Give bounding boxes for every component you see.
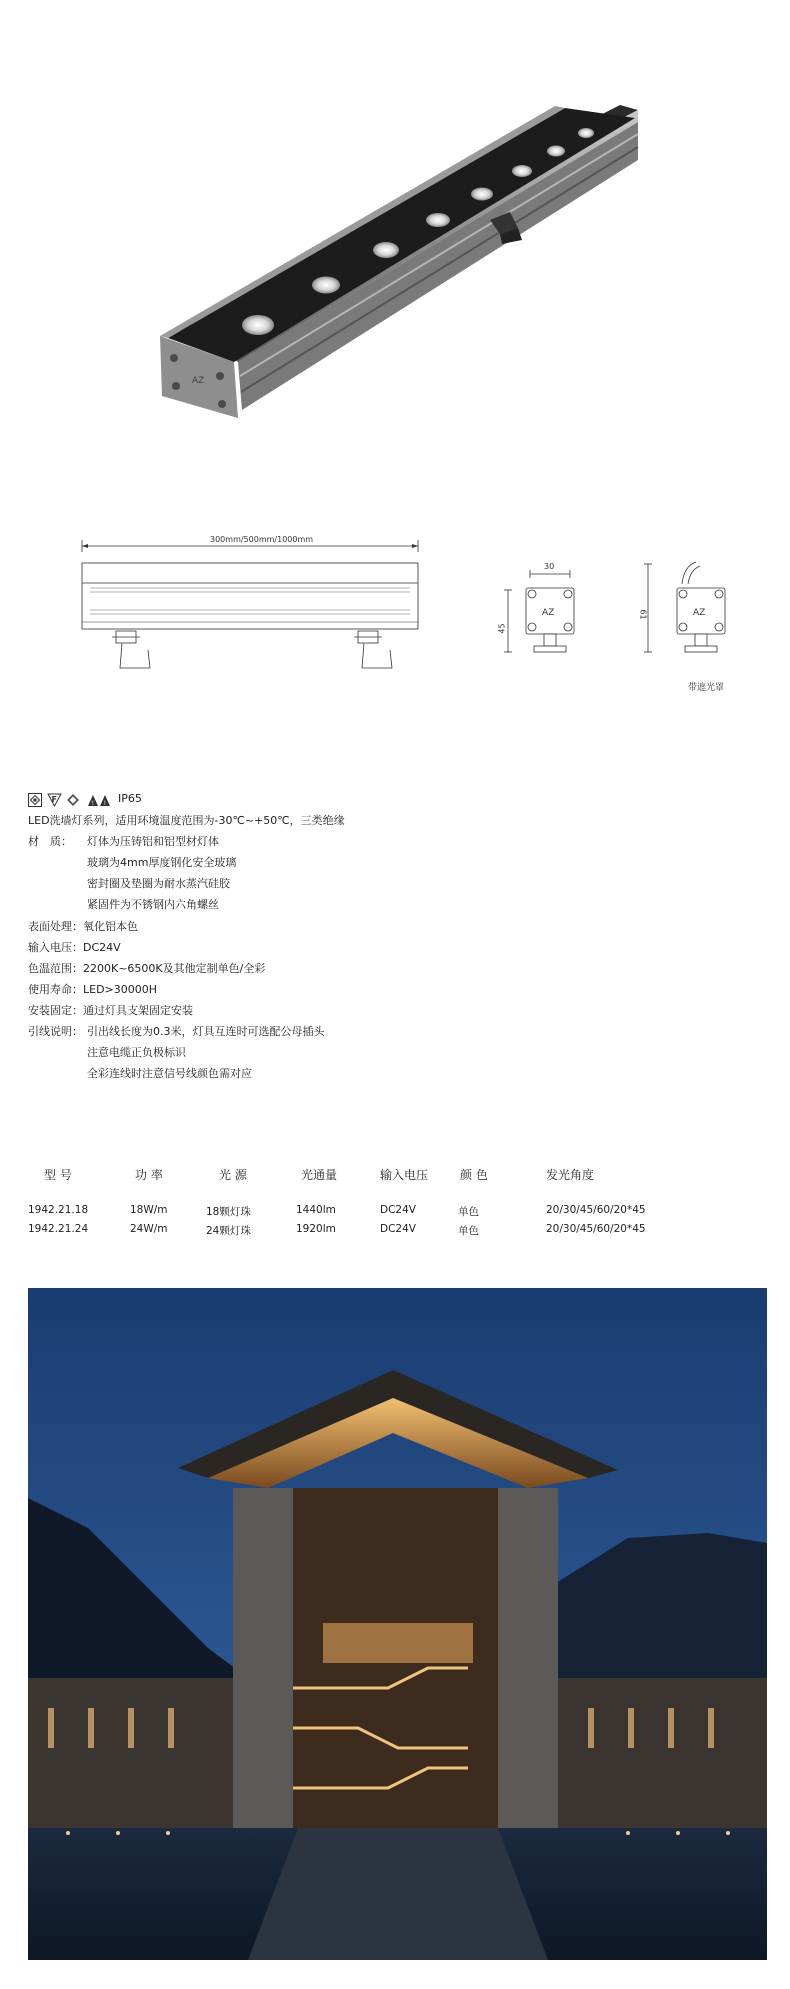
cert-icons	[28, 792, 124, 805]
table-cell: 1942.21.24	[28, 1223, 89, 1235]
table-header-model: 型 号	[44, 1168, 72, 1182]
ip-rating: IP65	[118, 792, 142, 805]
height-shield-dimension-label: 61	[638, 609, 648, 620]
height-dimension-label: 45	[497, 623, 507, 634]
spec-wiring-line: 全彩连线时注意信号线颜色需对应	[87, 1067, 252, 1080]
product-render	[150, 100, 650, 440]
length-dimension-label: 300mm/500mm/1000mm	[210, 535, 314, 544]
ccc-icon	[67, 794, 79, 806]
wall-washer-3d-image	[150, 100, 650, 440]
table-cell: 1920lm	[296, 1223, 336, 1235]
svg-text:!: !	[91, 800, 95, 807]
dimension-drawing	[60, 530, 760, 700]
table-cell: 1942.21.18	[28, 1204, 89, 1216]
application-photo	[28, 1288, 767, 1960]
table-header-source: 光 源	[219, 1168, 247, 1182]
table-header-color: 颜 色	[460, 1168, 488, 1182]
table-header-angle: 发光角度	[546, 1168, 595, 1182]
spec-material-line: 密封圈及垫圈为耐水蒸汽硅胶	[87, 877, 230, 890]
table-cell: 20/30/45/60/20*45	[546, 1204, 646, 1216]
table-cell: 24W/m	[130, 1223, 168, 1235]
table-header-power: 功 率	[135, 1168, 163, 1182]
lens-panel	[168, 108, 635, 362]
table-cell: DC24V	[380, 1223, 416, 1235]
spec-material-line: 灯体为压铸铝和铝型材灯体	[87, 835, 219, 848]
svg-text:AZ: AZ	[192, 376, 205, 386]
spec-wiring-line: 引出线长度为0.3米，灯具互连时可选配公母插头	[87, 1025, 325, 1038]
spec-wiring-line: 注意电缆正负极标识	[87, 1046, 186, 1059]
spec-material-line: 玻璃为4mm厚度钢化安全玻璃	[87, 856, 237, 869]
end-cap-logo-2: AZ	[693, 608, 706, 618]
table-cell: 20/30/45/60/20*45	[546, 1223, 646, 1235]
table-cell: 24颗灯珠	[206, 1225, 251, 1237]
table-header-flux: 光通量	[301, 1168, 338, 1182]
spec-wiring-label: 引线说明：	[28, 1025, 83, 1038]
shield-caption: 带遮光罩	[688, 683, 725, 693]
table-cell: 单色	[458, 1225, 479, 1237]
spec-intro: LED洗墙灯系列，适用环境温度范围为-30℃~+50℃，三类绝缘	[28, 814, 345, 827]
f-mark-icon	[48, 794, 61, 806]
table-cell: 18颗灯珠	[206, 1206, 251, 1218]
table-cell: 1440lm	[296, 1204, 336, 1216]
ce-diamond-icon	[29, 794, 42, 807]
table-cell: 单色	[458, 1206, 479, 1218]
warning-triangles-icon	[88, 795, 110, 807]
spec-surface: 表面处理：氧化铝本色	[28, 920, 138, 933]
spec-install: 安装固定：通过灯具支架固定安装	[28, 1004, 193, 1017]
technical-drawing	[60, 530, 760, 700]
width-dimension-label: 30	[544, 562, 555, 571]
svg-text:F: F	[51, 795, 57, 804]
spec-material-label: 材 质：	[28, 835, 72, 848]
table-cell: 18W/m	[130, 1204, 168, 1216]
spec-color-temp: 色温范围：2200K~6500K及其他定制单色/全彩	[28, 962, 266, 975]
spec-lifespan: 使用寿命：LED>30000H	[28, 983, 158, 996]
spec-voltage: 输入电压：DC24V	[28, 941, 121, 954]
table-header-voltage: 输入电压	[380, 1168, 429, 1182]
svg-text:!: !	[103, 800, 107, 807]
end-cap-logo-1: AZ	[542, 608, 555, 618]
table-cell: DC24V	[380, 1204, 416, 1216]
spec-material-line: 紧固件为不锈钢内六角螺丝	[87, 898, 219, 911]
